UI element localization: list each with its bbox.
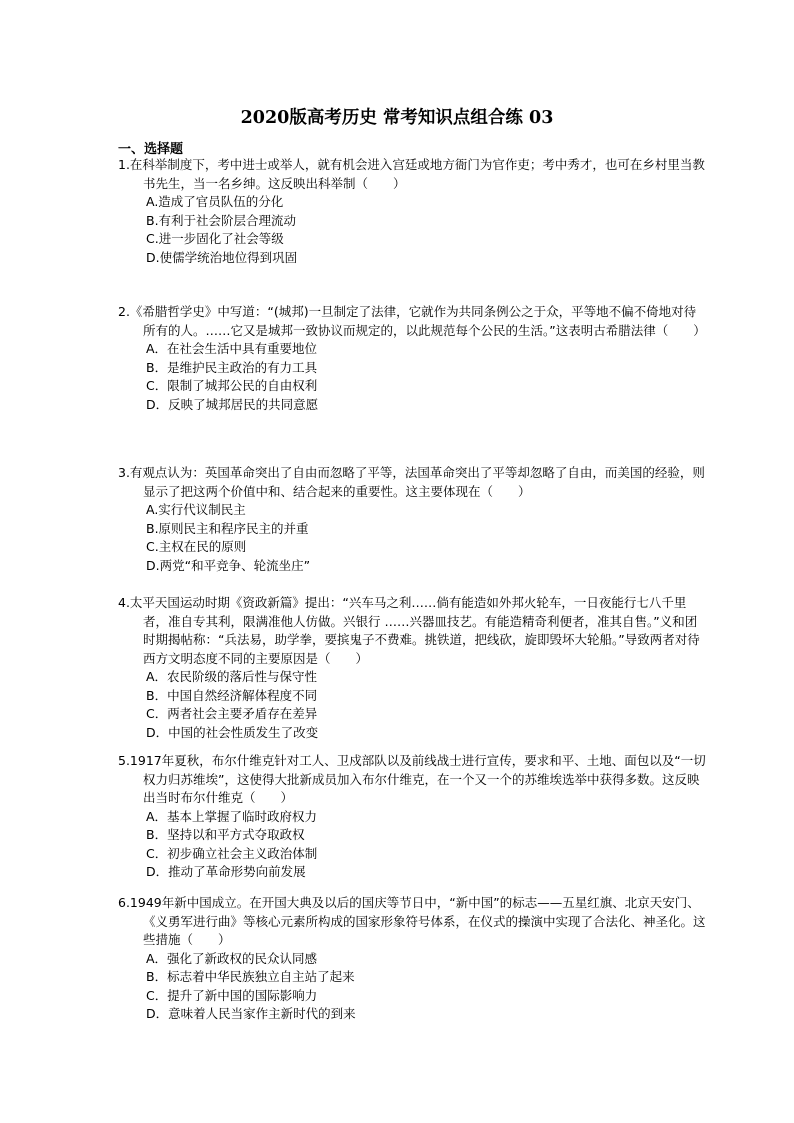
question-stem: 4.太平天国运动时期《资政新篇》提出：“兴车马之利……倘有能造如外邦火轮车，一日夜能行七八千里者，准自专其利，限满准他人仿做。兴银行 ……兴器皿技艺。有能造精奇利便者，准其自售。”义和团时期揭帖称：“兵法易，助学拳，要摈鬼子不费难。挑铁道，把线砍，旋即毁坏大轮船。”导致两者对待西方文明态度不同的主要原因是（ ） bbox=[118, 595, 700, 666]
option-a: A．在社会生活中具有重要地位 bbox=[146, 341, 318, 356]
option-a: A．基本上掌握了临时政府权力 bbox=[146, 808, 318, 824]
question-5 bbox=[118, 752, 708, 882]
option-d: D.使儒学统治地位得到巩固 bbox=[146, 249, 298, 265]
question-6 bbox=[118, 894, 708, 1024]
question-3 bbox=[118, 464, 708, 575]
option-c: C．两者社会主要矛盾存在差异 bbox=[146, 706, 318, 721]
option-a: A．强化了新政权的民众认同感 bbox=[146, 950, 318, 966]
page-title: 2020版高考历史 常考知识点组合练 03 bbox=[240, 108, 554, 128]
option-c: C．限制了城邦公民的自由权利 bbox=[146, 378, 318, 393]
option-c: C．初步确立社会主义政治体制 bbox=[146, 845, 318, 861]
question-stem: 1.在科举制度下，考中进士或举人，就有机会进入宫廷或地方衙门为官作吏；考中秀才，也可在乡村里当教书先生，当一名乡绅。这反映出科举制（ ） bbox=[118, 157, 705, 191]
option-b: B．标志着中华民族独立自主站了起来 bbox=[146, 969, 355, 984]
option-d: D．意味着人民当家作主新时代的到来 bbox=[146, 1006, 356, 1021]
option-b: B．坚持以和平方式夺取政权 bbox=[146, 827, 305, 842]
option-a: A．农民阶级的落后性与保守性 bbox=[146, 669, 318, 684]
question-stem: 3.有观点认为：英国革命突出了自由而忽略了平等，法国革命突出了平等却忽略了自由，而美国的经验，则显示了把这两个价值中和、结合起来的重要性。这主要体现在（ ） bbox=[118, 465, 705, 499]
option-c: C.进一步固化了社会等级 bbox=[146, 231, 284, 246]
question-1 bbox=[118, 156, 708, 267]
option-b: B.原则民主和程序民主的并重 bbox=[146, 520, 309, 536]
option-a: A.实行代议制民主 bbox=[146, 502, 246, 517]
option-d: D．反映了城邦居民的共同意愿 bbox=[146, 396, 319, 412]
question-stem: 2.《希腊哲学史》中写道：“(城邦)一旦制定了法律，它就作为共同条例公之于众，平等地不偏不倚地对待所有的人。……它又是城邦一致协议而规定的，以此规范每个公民的生活。”这表明古希腊法律（ ） bbox=[118, 304, 706, 338]
option-b: B．中国自然经济解体程度不同 bbox=[146, 687, 318, 703]
option-c: C.主权在民的原则 bbox=[146, 539, 247, 554]
option-d: D.两党“和平竞争、轮流坐庄” bbox=[146, 557, 311, 573]
section-heading: 一、选择题 bbox=[118, 142, 184, 157]
option-d: D．中国的社会性质发生了改变 bbox=[146, 724, 319, 740]
option-b: B．是维护民主政治的有力工具 bbox=[146, 359, 318, 375]
option-b: B.有利于社会阶层合理流动 bbox=[146, 212, 297, 228]
question-stem: 5.1917年夏秋，布尔什维克针对工人、卫戍部队以及前线战士进行宣传，要求和平、土地、面包以及“一切权力归苏维埃”，这使得大批新成员加入布尔什维克，在一个又一个的苏维埃选举中获得多数。这反映出当时布尔什维克（ ） bbox=[118, 753, 706, 805]
option-d: D．推动了革命形势向前发展 bbox=[146, 864, 306, 879]
question-2 bbox=[118, 303, 708, 414]
option-c: C．提升了新中国的国际影响力 bbox=[146, 987, 318, 1003]
option-a: A.造成了官员队伍的分化 bbox=[146, 194, 284, 209]
question-4 bbox=[118, 594, 708, 742]
question-stem: 6.1949年新中国成立。在开国大典及以后的国庆等节日中，“新中国”的标志——五星红旗、北京天安门、《义勇军进行曲》等核心元素所构成的国家形象符号体系，在仪式的操演中实现了合法化、神圣化。这些措施（ ） bbox=[118, 895, 706, 947]
